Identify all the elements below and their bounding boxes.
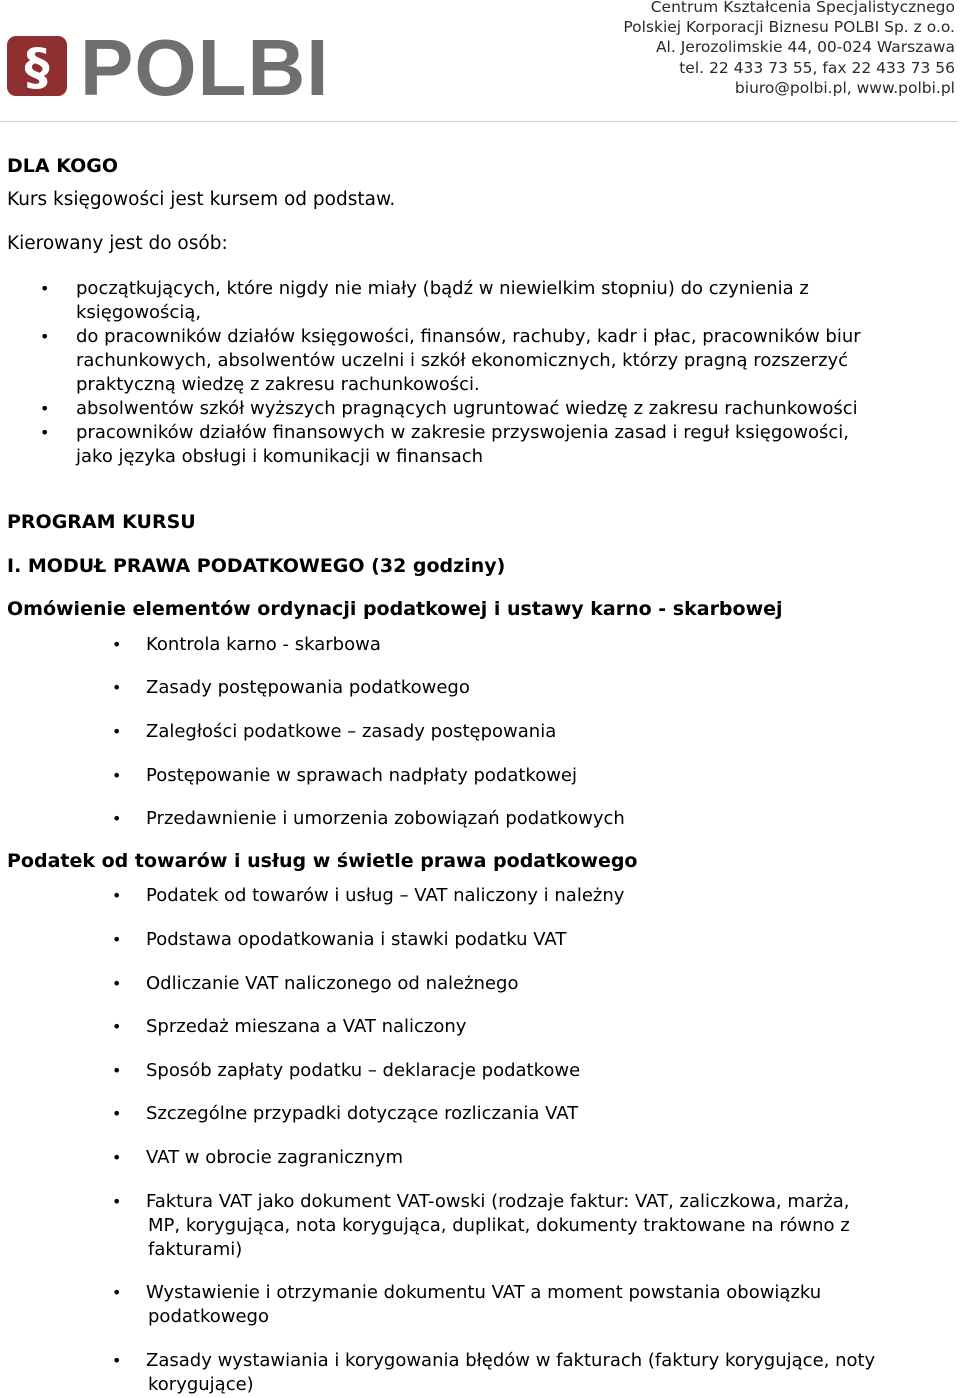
bullet-icon: • [112,1351,122,1370]
list-item: MP, korygująca, nota korygująca, duplikat, dokumenty traktowane na równo z [148,1215,850,1236]
bullet-icon: • [112,635,122,654]
contact-line: Centrum Kształcenia Specjalistycznego [650,0,955,16]
list-item: Kontrola karno - skarbowa [146,634,381,655]
bullet-icon: • [112,722,122,741]
list-item: Sprzedaż mieszana a VAT naliczony [146,1016,467,1037]
list-item: Podstawa opodatkowania i stawki podatku VAT [146,929,567,950]
list-item: początkujących, które nigdy nie miały (bądź w niewielkim stopniu) do czynienia z [76,278,809,299]
section-heading: PROGRAM KURSU [7,511,196,533]
list-item: podatkowego [148,1306,269,1327]
logo-wordmark: POLBI [80,23,330,112]
polbi-logo-icon [7,36,67,96]
list-item: rachunkowych, absolwentów uczelni i szkół ekonomicznych, którzy pragną rozszerzyć [76,350,849,371]
bullet-icon: • [112,678,122,697]
bullet-icon: • [112,1148,122,1167]
bullet-icon: • [112,1061,122,1080]
list-item: absolwentów szkół wyższych pragnących ugruntować wiedzę z zakresu rachunkowości [76,398,858,419]
letterhead [0,0,960,122]
bullet-icon: • [112,886,122,905]
contact-line: tel. 22 433 73 55, fax 22 433 73 56 [679,58,955,77]
lead-text: Kierowany jest do osób: [7,233,228,254]
list-item: Odliczanie VAT naliczonego od należnego [146,973,519,994]
list-item: Zaległości podatkowe – zasady postępowania [146,721,557,742]
list-item: Szczególne przypadki dotyczące rozliczania VAT [146,1103,579,1124]
contact-line: Al. Jerozolimskie 44, 00-024 Warszawa [655,38,955,57]
svg-text:§: § [24,38,50,96]
bullet-icon: • [112,974,122,993]
list-item: korygujące) [148,1374,254,1395]
contact-line: Polskiej Korporacji Biznesu POLBI Sp. z o.o. [623,18,955,37]
list-item: księgowością, [76,302,202,323]
list-item: fakturami) [148,1239,243,1260]
bullet-icon: • [112,766,122,785]
subsection-title: Omówienie elementów ordynacji podatkowej i ustawy karno - skarbowej [7,598,783,620]
bullet-icon: • [40,279,50,298]
bullet-icon: • [112,1017,122,1036]
list-item: praktyczną wiedzę z zakresu rachunkowości. [76,374,480,395]
list-item: jako języka obsługi i komunikacji w finansach [76,446,484,467]
header-divider [0,121,958,122]
list-item: do pracowników działów księgowości, finansów, rachuby, kadr i płac, pracowników biur [76,326,861,347]
intro-text: Kurs księgowości jest kursem od podstaw. [7,189,396,210]
bullet-icon: • [112,809,122,828]
list-item: Wystawienie i otrzymanie dokumentu VAT a moment powstania obowiązku [146,1282,822,1303]
contact-line[interactable]: biuro@polbi.pl, www.polbi.pl [734,78,955,97]
bullet-icon: • [112,1104,122,1123]
list-item: Zasady wystawiania i korygowania błędów w fakturach (faktury korygujące, noty [146,1350,876,1371]
list-item: VAT w obrocie zagranicznym [146,1147,404,1168]
list-item: Przedawnienie i umorzenia zobowiązań podatkowych [146,808,625,829]
list-item: Postępowanie w sprawach nadpłaty podatkowej [146,765,577,786]
bullet-icon: • [40,423,50,442]
bullet-icon: • [112,1192,122,1211]
contact-block [623,0,955,98]
list-item: Podatek od towarów i usług – VAT naliczony i należny [146,885,625,906]
bullet-icon: • [40,399,50,418]
module-title: I. MODUŁ PRAWA PODATKOWEGO (32 godziny) [7,555,506,577]
bullet-icon: • [40,327,50,346]
subsection-title: Podatek od towarów i usług w świetle prawa podatkowego [7,850,638,872]
section-heading: DLA KOGO [7,155,118,177]
bullet-icon: • [112,1283,122,1302]
bullet-icon: • [112,930,122,949]
list-item: pracowników działów finansowych w zakresie przyswojenia zasad i reguł księgowości, [76,422,850,443]
list-item: Zasady postępowania podatkowego [146,677,470,698]
list-item: Faktura VAT jako dokument VAT-owski (rodzaje faktur: VAT, zaliczkowa, marża, [146,1191,850,1212]
list-item: Sposób zapłaty podatku – deklaracje podatkowe [146,1060,581,1081]
